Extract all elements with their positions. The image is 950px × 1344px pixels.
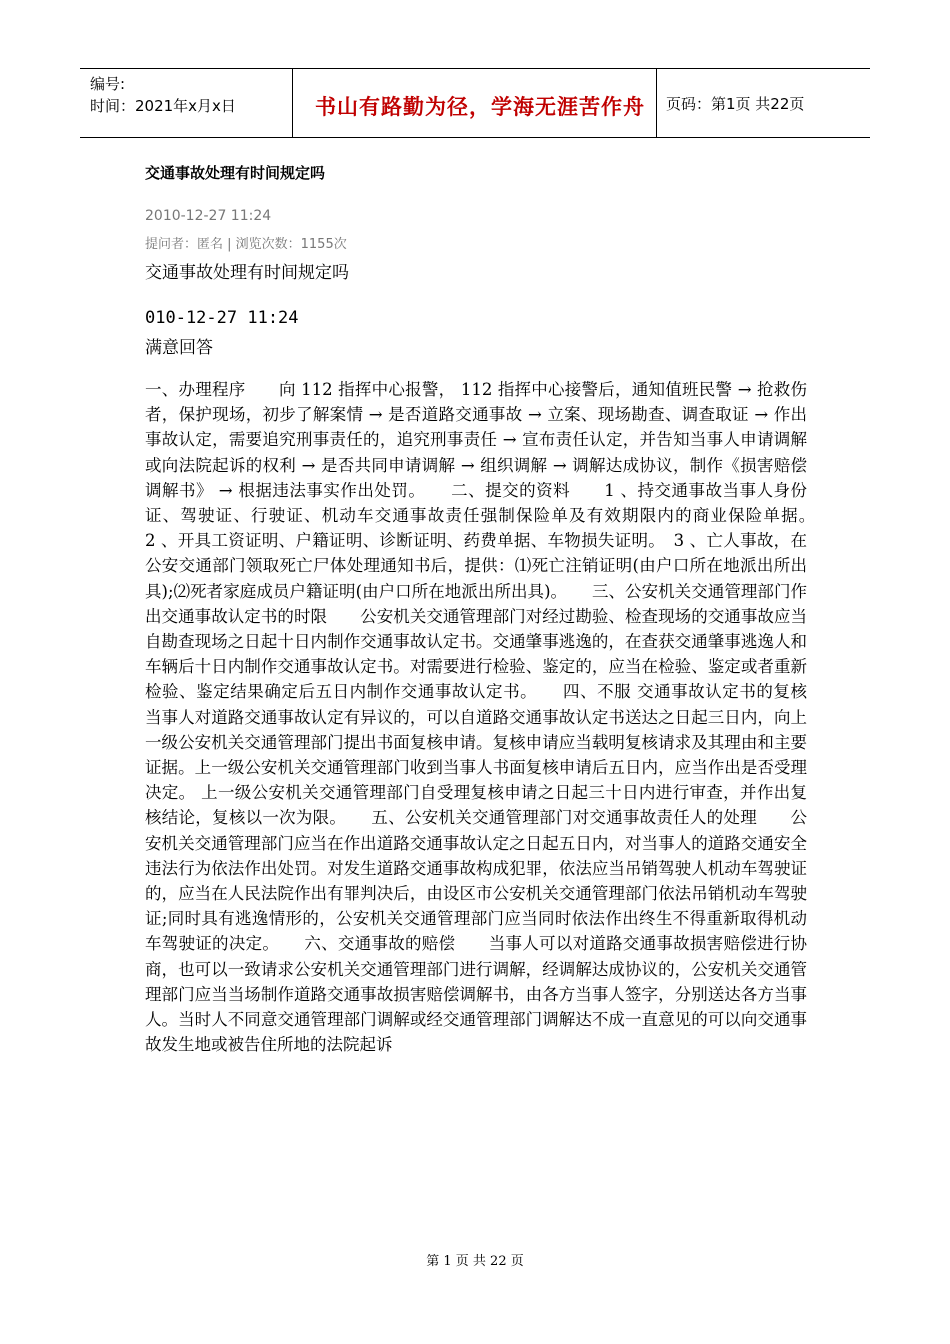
answer-body: 一、办理程序 向 112 指挥中心报警， 112 指挥中心接警后，通知值班民警 → 抢救伤者，保护现场，初步了解案情 → 是否道路交通事故 → 立案、现场勘查、调查取证 → 作出事故认定，需要追究刑事责任的，追究刑事责任 → 宣布责任认定，并告知当事人申请调解或向法院起诉的权利 → 是否共同申请调解 → 组织调解 → 调解达成协议，制作《损害赔偿调解书》 → 根据违法事实作出处罚。 二、提交的资料 1 、持交通事故当事人身份证、驾驶证、行驶证、机动车交通事故责任强制保险单及有效期限内的商业保险单据。 2 、开具工资证明、户籍证明、诊断证明、药费单据、车物损失证明。 3 、亡人事故，在公安交通部门领取死亡尸体处理通知书后，提供：⑴死亡注销证明(由户口所在地派出所出具);⑵死者家庭成员户籍证明(由户口所在地派出所出具)。 三、公安机关交通管理部门作出交通事故认定书的时限 公安机关交通管理部门对经过勘验、检查现场的交通事故应当自勘查现场之日起十日内制作交通事故认定书。交通肇事逃逸的，在查获交通肇事逃逸人和车辆后十日内制作交通事故认定书。对需要进行检验、鉴定的，应当在检验、鉴定或者重新检验、鉴定结果确定后五日内制作交通事故认定书。 四、不服 交通事故认定书的复核 当事人对道路交通事故认定有异议的，可以自道路交通事故认定书送达之日起三日内，向上一级公安机关交通管理部门提出书面复核申请。复核申请应当载明复核请求及其理由和主要证据。上一级公安机关交通管理部门收到当事人书面复核申请后五日内，应当作出是否受理决定。 上一级公安机关交通管理部门自受理复核申请之日起三十日内进行审查，并作出复核结论，复核以一次为限。 五、公安机关交通管理部门对交通事故责任人的处理 公安机关交通管理部门应当在作出道路交通事故认定之日起五日内，对当事人的道路交通安全违法行为依法作出处罚。对发生道路交通事故构成犯罪，依法应当吊销驾驶人机动车驾驶证的，应当在人民法院作出有罪判决后，由设区市公安机关交通管理部门依法吊销机动车驾驶证;同时具有逃逸情形的，公安机关交通管理部门应当同时依法作出终生不得重新取得机动车驾驶证的决定。 六、交通事故的赔偿 当事人可以对道路交通事故损害赔偿进行协商，也可以一致请求公安机关交通管理部门进行调解，经调解达成协议的，公安机关交通管理部门应当当场制作道路交通事故损害赔偿调解书，由各方当事人签字，分别送达各方当事人。当时人不同意交通管理部门调解或经交通管理部门调解达不成一直意见的可以向交通事故发生地或被告住所地的法院起诉 (145, 380, 840, 1055)
header-divider (656, 69, 657, 137)
header-left-block (90, 73, 236, 117)
header-page-code: 页码：第1页 共22页 (666, 95, 805, 113)
document-number-label: 编号: (90, 75, 126, 93)
page-header (80, 68, 870, 138)
header-divider (292, 69, 293, 137)
page-footer: 第 1 页 共 22 页 (426, 1254, 524, 1269)
question-text: 交通事故处理有时间规定吗 (145, 263, 349, 283)
document-time-label: 时间：2021年x月x日 (90, 97, 236, 115)
answer-label: 满意回答 (145, 338, 213, 358)
header-motto: 书山有路勤为径，学海无涯苦作舟 (315, 95, 645, 119)
question-date: 2010-12-27 11:24 (145, 208, 272, 224)
answer-date: 010-12-27 11:24 (145, 308, 299, 328)
document-title: 交通事故处理有时间规定吗 (145, 164, 326, 182)
question-meta-info: 提问者：匿名 | 浏览次数：1155次 (145, 237, 347, 252)
